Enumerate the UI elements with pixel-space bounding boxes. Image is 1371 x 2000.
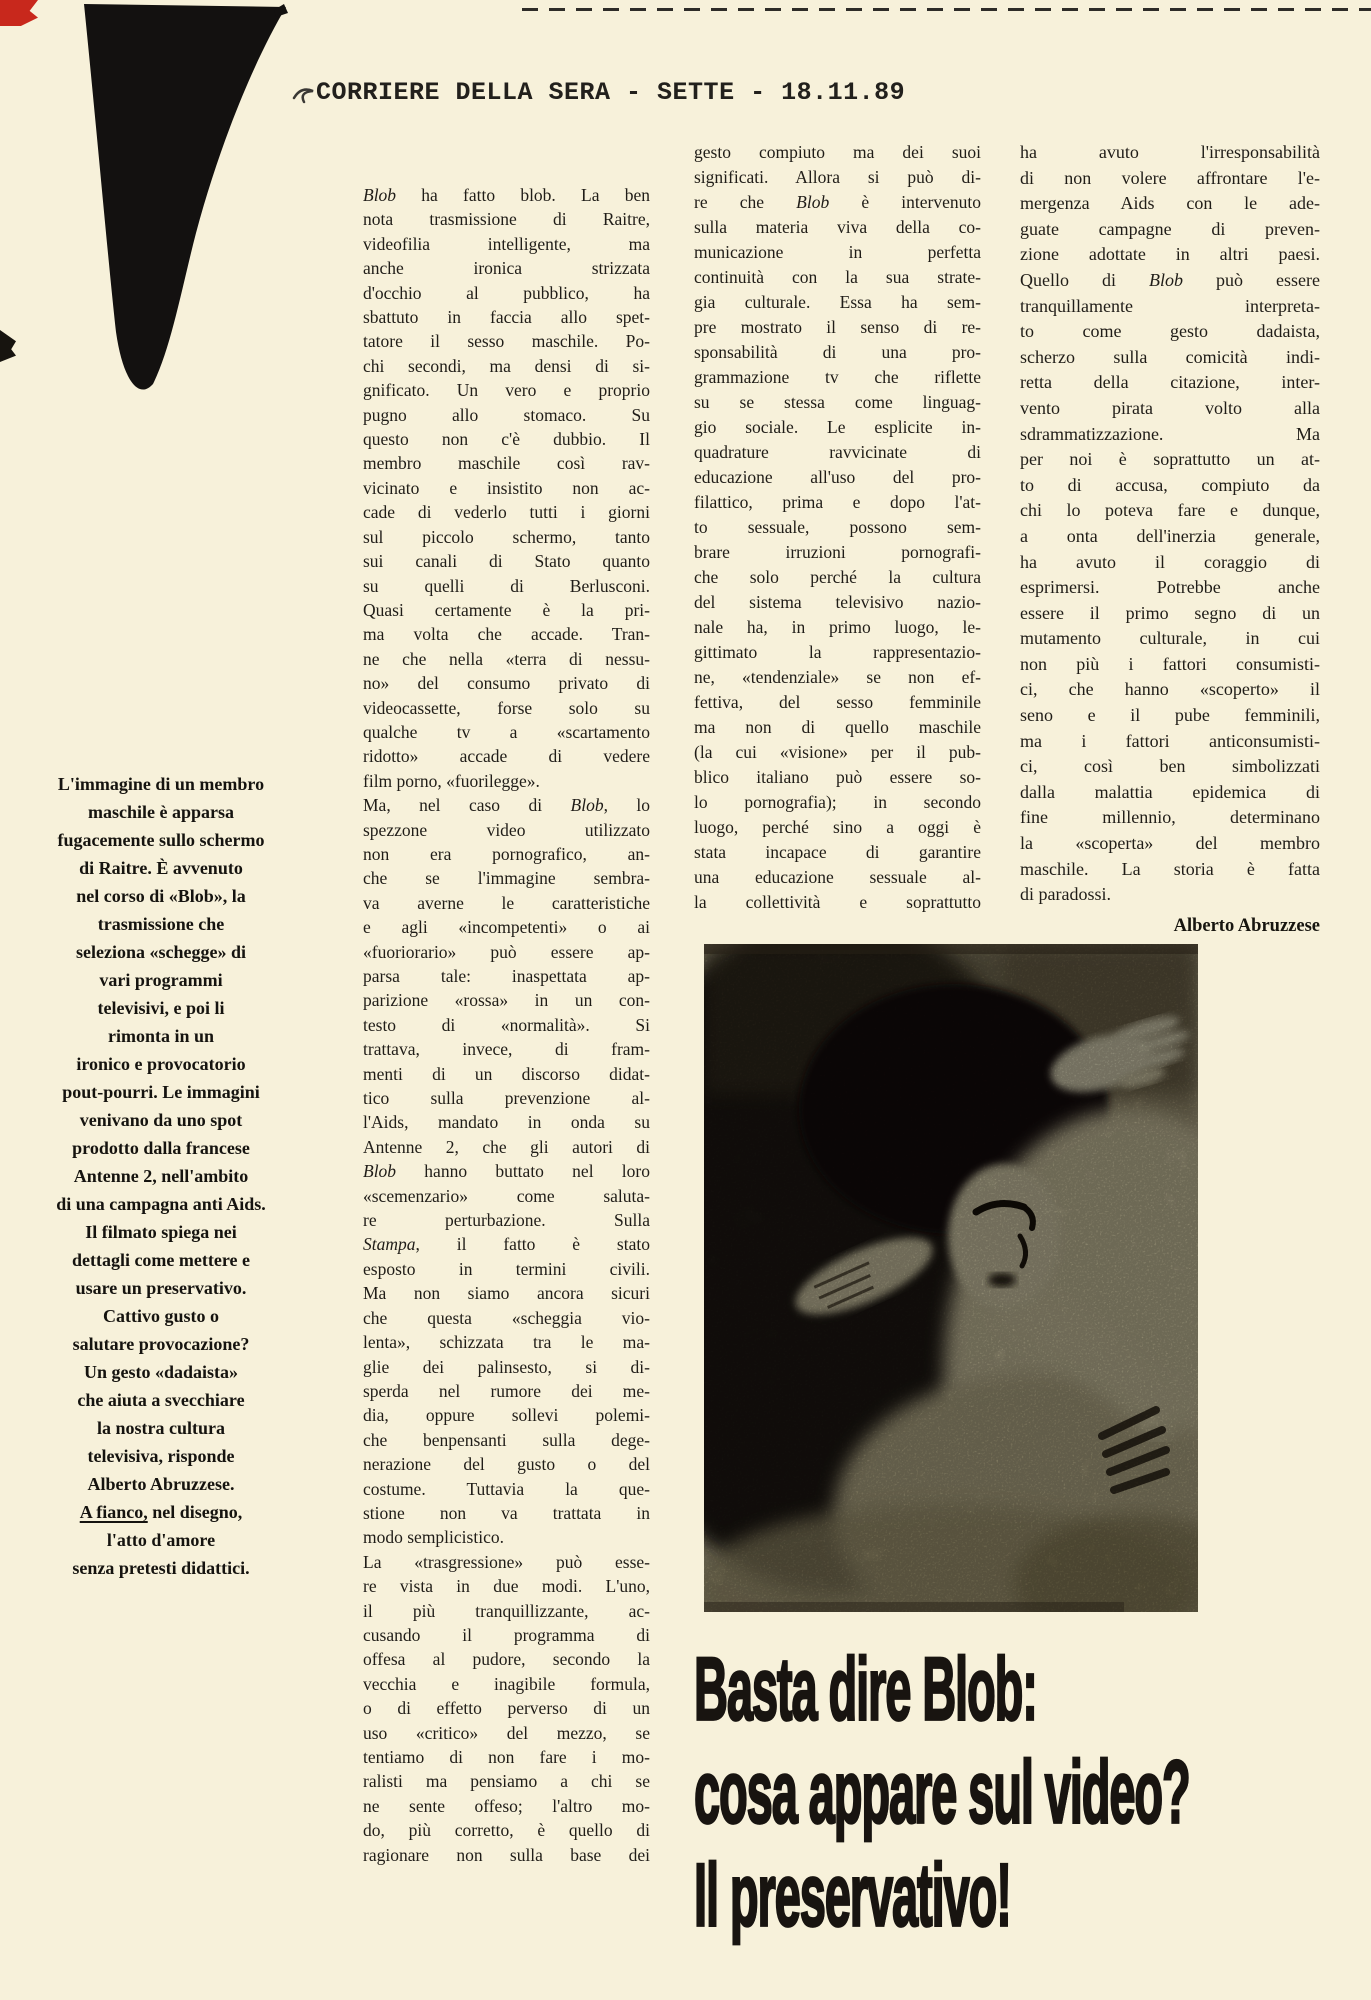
- text-line: retta della citazione, inter-: [1020, 372, 1320, 393]
- text-line: Ma, nel caso di Blob, lo: [363, 795, 650, 816]
- text-line: pre mostrato il senso di re-: [694, 317, 981, 337]
- text-line: glie dei palinsesto, si di-: [363, 1356, 650, 1377]
- text-line: spezzone video utilizzato: [363, 819, 650, 840]
- text-line: tentiamo di non fare i mo-: [363, 1747, 650, 1767]
- text-line: che benpensanti sulla dege-: [363, 1429, 650, 1450]
- text-line: to sessuale, possono sem-: [694, 517, 981, 537]
- text-line: ma i fattori anticonsumisti-: [1020, 730, 1320, 751]
- text-line: videocassette, forse solo su: [363, 697, 650, 718]
- text-line: tico sulla prevenzione al-: [363, 1088, 650, 1109]
- text-line: to come gesto dadaista,: [1020, 321, 1320, 342]
- text-line: vecchia e inagibile formula,: [363, 1673, 650, 1694]
- text-line: qualche tv a «scartamento: [363, 721, 650, 742]
- text-line: gnificato. Un vero e proprio: [363, 380, 650, 401]
- text-line: ne sente offeso; l'altro mo-: [363, 1795, 650, 1816]
- text-line: vicinato e insistito non ac-: [363, 477, 650, 498]
- text-line: ragionare non sulla base dei: [363, 1844, 650, 1865]
- red-corner-mark: [0, 0, 38, 26]
- text-line: sdrammatizzazione. Ma: [1020, 423, 1320, 444]
- text-line: e agli «incompetenti» o ai: [363, 917, 650, 938]
- text-line: stione non va trattata in: [363, 1502, 650, 1523]
- text-line: gesto compiuto ma dei suoi: [694, 142, 981, 162]
- text-line: ralisti ma pensiamo a chi se: [363, 1771, 650, 1792]
- text-line: zione adottate in altri paesi.: [1020, 244, 1320, 265]
- text-line: Blob ha fatto blob. La ben: [363, 185, 650, 205]
- text-line: d'occhio al pubblico, ha: [363, 282, 650, 303]
- text-line: (la cui «visione» per il pub-: [694, 742, 981, 762]
- text-line: membro maschile così rav-: [363, 453, 650, 474]
- text-line: fugacemente sullo schermo: [57, 830, 265, 850]
- text-line: che questa «scheggia vio-: [363, 1307, 650, 1328]
- text-line: trasmissione che: [97, 914, 225, 934]
- text-line: esprimersi. Potrebbe anche: [1020, 577, 1320, 598]
- text-line: non era pornografico, an-: [363, 843, 650, 864]
- text-line: televisivi, e poi li: [97, 998, 225, 1018]
- text-line: non più i fattori consumisti-: [1020, 653, 1320, 674]
- text-line: che solo perché la cultura: [694, 567, 981, 587]
- text-line: Alberto Abruzzese.: [87, 1474, 235, 1494]
- text-line: significati. Allora si può di-: [694, 167, 981, 187]
- text-line: ma non di quello maschile: [694, 717, 981, 737]
- text-line: nel corso di «Blob», la: [76, 886, 246, 906]
- text-line: esposto in termini civili.: [363, 1258, 650, 1279]
- top-dashed-line: [522, 8, 1371, 11]
- pen-squiggle-mark: [292, 84, 318, 111]
- text-line: La «trasgressione» può esse-: [363, 1551, 650, 1572]
- text-line: di Raitre. È avvenuto: [79, 858, 243, 878]
- text-line: nota trasmissione di Raitre,: [363, 209, 650, 230]
- text-line: pout-pourri. Le immagini: [62, 1082, 260, 1102]
- article-column-1: [363, 183, 650, 1867]
- text-line: per noi è soprattutto un at-: [1020, 449, 1320, 470]
- text-line: di paradossi.: [1020, 884, 1111, 905]
- text-line: maschile. La storia è fatta: [1020, 858, 1320, 879]
- text-line: continuità con la sua strate-: [694, 267, 981, 287]
- text-line: ne che nella «terra di nessu-: [363, 648, 650, 669]
- text-line: «fuoriorario» può essere ap-: [363, 941, 650, 962]
- text-line: Basta dire Blob:: [694, 1639, 1037, 1739]
- text-line: o di effetto perverso di un: [363, 1698, 650, 1719]
- text-line: do, più corretto, è quello di: [363, 1820, 650, 1841]
- text-line: rimonta in un: [107, 1026, 215, 1046]
- text-line: fettiva, del sesso femminile: [694, 692, 981, 712]
- text-line: re perturbazione. Sulla: [363, 1210, 650, 1231]
- text-line: stata incapace di garantire: [694, 842, 981, 862]
- text-line: cusando il programma di: [363, 1624, 650, 1645]
- text-line: maschile è apparsa: [88, 802, 234, 822]
- text-line: to di accusa, compiuto da: [1020, 474, 1320, 495]
- text-line: Antenne 2, che gli autori di: [363, 1136, 650, 1157]
- text-line: film porno, «fuorilegge».: [363, 770, 540, 791]
- text-line: Blob hanno buttato nel loro: [363, 1161, 650, 1182]
- text-line: a onta dell'inerzia generale,: [1020, 525, 1320, 546]
- text-line: parizione «rossa» in un con-: [363, 990, 650, 1011]
- article-column-3-lines: [1020, 140, 1320, 908]
- text-line: Stampa, il fatto è stato: [363, 1234, 650, 1255]
- author-byline: Alberto Abruzzese: [1173, 915, 1320, 936]
- text-line: municazione in perfetta: [694, 242, 981, 262]
- text-line: guate campagne di preven-: [1020, 218, 1320, 239]
- large-black-numeral-swoosh: [78, 2, 290, 401]
- text-line: Quasi certamente è la pri-: [363, 599, 650, 620]
- text-line: ne, «tendenziale» se non ef-: [694, 667, 981, 687]
- text-line: gia culturale. Essa ha sem-: [694, 292, 981, 312]
- article-column-3: [1020, 140, 1320, 937]
- text-line: vento pirata volto alla: [1020, 397, 1320, 418]
- text-line: salutare provocazione?: [72, 1334, 250, 1354]
- text-line: fine millennio, determinano: [1020, 807, 1320, 828]
- text-line: trattava, invece, di fram-: [363, 1039, 650, 1060]
- text-line: no» del consumo privato di: [363, 673, 650, 694]
- text-line: grammazione tv che riflette: [694, 367, 981, 387]
- text-line: che se l'immagine sembra-: [363, 868, 650, 889]
- text-line: testo di «normalità». Si: [363, 1014, 650, 1035]
- text-line: modo semplicistico.: [363, 1527, 504, 1548]
- text-line: «scemenzario» come saluta-: [363, 1185, 650, 1206]
- text-line: su quelli di Berlusconi.: [363, 575, 650, 596]
- text-line: brare irruzioni pornografi-: [694, 542, 981, 562]
- text-line: parsa tale: inaspettata ap-: [363, 966, 650, 986]
- text-line: chi lo poteva fare e dunque,: [1020, 500, 1320, 521]
- text-line: Il preservativo!: [694, 1845, 1011, 1945]
- text-line: tranquillamente interpreta-: [1020, 295, 1320, 316]
- text-line: gio sociale. Le esplicite in-: [694, 417, 981, 437]
- text-line: Un gesto «dadaista»: [83, 1362, 239, 1382]
- text-line: usare un preservativo.: [75, 1278, 247, 1298]
- text-line: che aiuta a svecchiare: [77, 1390, 245, 1410]
- text-line: Il filmato spiega nei: [85, 1222, 237, 1242]
- text-line: mergenza Aids con le ade-: [1020, 193, 1320, 214]
- illustration-drawing: [704, 944, 1198, 1612]
- text-line: cosa appare sul video?: [694, 1742, 1190, 1842]
- text-line: sperda nel rumore dei me-: [363, 1380, 650, 1401]
- embrace-drawing-svg: [704, 944, 1198, 1612]
- text-line: re vista in due modi. L'uno,: [363, 1576, 650, 1597]
- text-line: tatore il sesso maschile. Po-: [363, 331, 650, 352]
- text-line: filattico, prima e dopo l'at-: [694, 492, 981, 512]
- text-line: sul piccolo schermo, tanto: [363, 526, 650, 547]
- text-line: ironico e provocatorio: [76, 1054, 246, 1074]
- text-line: vari programmi: [99, 970, 223, 990]
- article-headline: [694, 1638, 1314, 1947]
- text-line: A fianco, nel disegno,: [79, 1502, 243, 1522]
- text-line: sui canali di Stato quanto: [363, 551, 650, 572]
- text-line: nerazione del gusto o del: [363, 1454, 650, 1475]
- text-line: la collettività e soprattutto: [694, 892, 981, 912]
- text-line: luogo, perché sino a oggi è: [694, 817, 981, 837]
- text-line: educazione all'uso del pro-: [694, 467, 981, 487]
- text-line: blico italiano può essere so-: [694, 767, 981, 787]
- text-line: scherzo sulla comicità indi-: [1020, 346, 1320, 367]
- text-line: va averne le caratteristiche: [363, 892, 650, 913]
- text-line: dia, oppure sollevi polemi-: [363, 1405, 650, 1426]
- text-line: di una campagna anti Aids.: [56, 1194, 266, 1214]
- text-line: sulla materia viva della co-: [694, 217, 981, 237]
- text-line: uso «critico» del mezzo, se: [363, 1722, 650, 1743]
- summary-caption: [28, 770, 294, 1582]
- text-line: gittimato la rappresentazio-: [694, 642, 981, 662]
- text-line: prodotto dalla francese: [72, 1138, 250, 1158]
- text-line: la nostra cultura: [97, 1418, 225, 1438]
- text-line: lenta», schizzata tra le ma-: [363, 1332, 650, 1353]
- text-line: ha avuto il coraggio di: [1020, 551, 1320, 572]
- text-line: venivano da uno spot: [79, 1110, 243, 1130]
- text-line: di non volere affrontare l'e-: [1020, 167, 1320, 188]
- text-line: ridotto» accade di vedere: [363, 746, 650, 767]
- text-line: mutamento culturale, in cui: [1020, 628, 1320, 649]
- text-line: senza pretesti didattici.: [72, 1558, 250, 1578]
- text-line: questo non c'è dubbio. Il: [363, 429, 650, 450]
- text-line: L'immagine di un membro: [57, 774, 265, 794]
- text-line: la «scoperta» del membro: [1020, 833, 1320, 854]
- text-line: il più tranquillizzante, ac-: [363, 1600, 650, 1621]
- text-line: ma volta che accade. Tran-: [363, 624, 650, 645]
- text-line: re che Blob è intervenuto: [694, 192, 981, 212]
- text-line: Quello di Blob può essere: [1020, 269, 1320, 290]
- edge-ink-notch: [0, 330, 16, 362]
- text-line: l'Aids, mandato in onda su: [363, 1112, 650, 1133]
- text-line: anche ironica strizzata: [363, 258, 650, 279]
- text-line: su se stessa come linguag-: [694, 392, 981, 412]
- text-line: dettagli come mettere e: [71, 1250, 251, 1270]
- text-line: chi secondi, ma densi di si-: [363, 355, 650, 376]
- text-line: sbattuto in faccia allo spet-: [363, 307, 650, 328]
- text-line: videofilia intelligente, ma: [363, 233, 650, 254]
- text-line: quadrature ravvicinate di: [694, 442, 981, 462]
- text-line: costume. Tuttavia la que-: [363, 1478, 650, 1499]
- text-line: menti di un discorso didat-: [363, 1063, 650, 1084]
- text-line: lo pornografia); in secondo: [694, 792, 981, 812]
- text-line: Antenne 2, nell'ambito: [73, 1166, 249, 1186]
- text-line: pugno allo stomaco. Su: [363, 404, 650, 425]
- text-line: una educazione sessuale al-: [694, 867, 981, 887]
- text-line: essere il primo segno di un: [1020, 602, 1320, 623]
- text-line: offesa al pudore, secondo la: [363, 1649, 650, 1670]
- text-line: Cattivo gusto o: [103, 1306, 219, 1326]
- text-line: ci, che hanno «scoperto» il: [1020, 679, 1320, 700]
- text-line: ha avuto l'irresponsabilità: [1020, 142, 1320, 162]
- text-line: seleziona «schegge» di: [76, 942, 246, 962]
- masthead-title: CORRIERE DELLA SERA - SETTE - 18.11.89: [316, 78, 906, 107]
- text-line: del sistema televisivo nazio-: [694, 592, 981, 612]
- text-line: nale ha, in primo luogo, le-: [694, 617, 981, 637]
- text-line: seno e il pube femminili,: [1020, 705, 1320, 726]
- article-column-2: [694, 140, 981, 915]
- text-line: cade di vederlo tutti i giorni: [363, 502, 650, 523]
- text-line: l'atto d'amore: [106, 1530, 216, 1550]
- text-line: ci, così ben simbolizzati: [1020, 756, 1320, 777]
- text-line: televisiva, risponde: [87, 1446, 235, 1466]
- text-line: dalla malattia epidemica di: [1020, 781, 1320, 802]
- text-line: Ma non siamo ancora sicuri: [363, 1283, 650, 1304]
- text-line: sponsabilità di una pro-: [694, 342, 981, 362]
